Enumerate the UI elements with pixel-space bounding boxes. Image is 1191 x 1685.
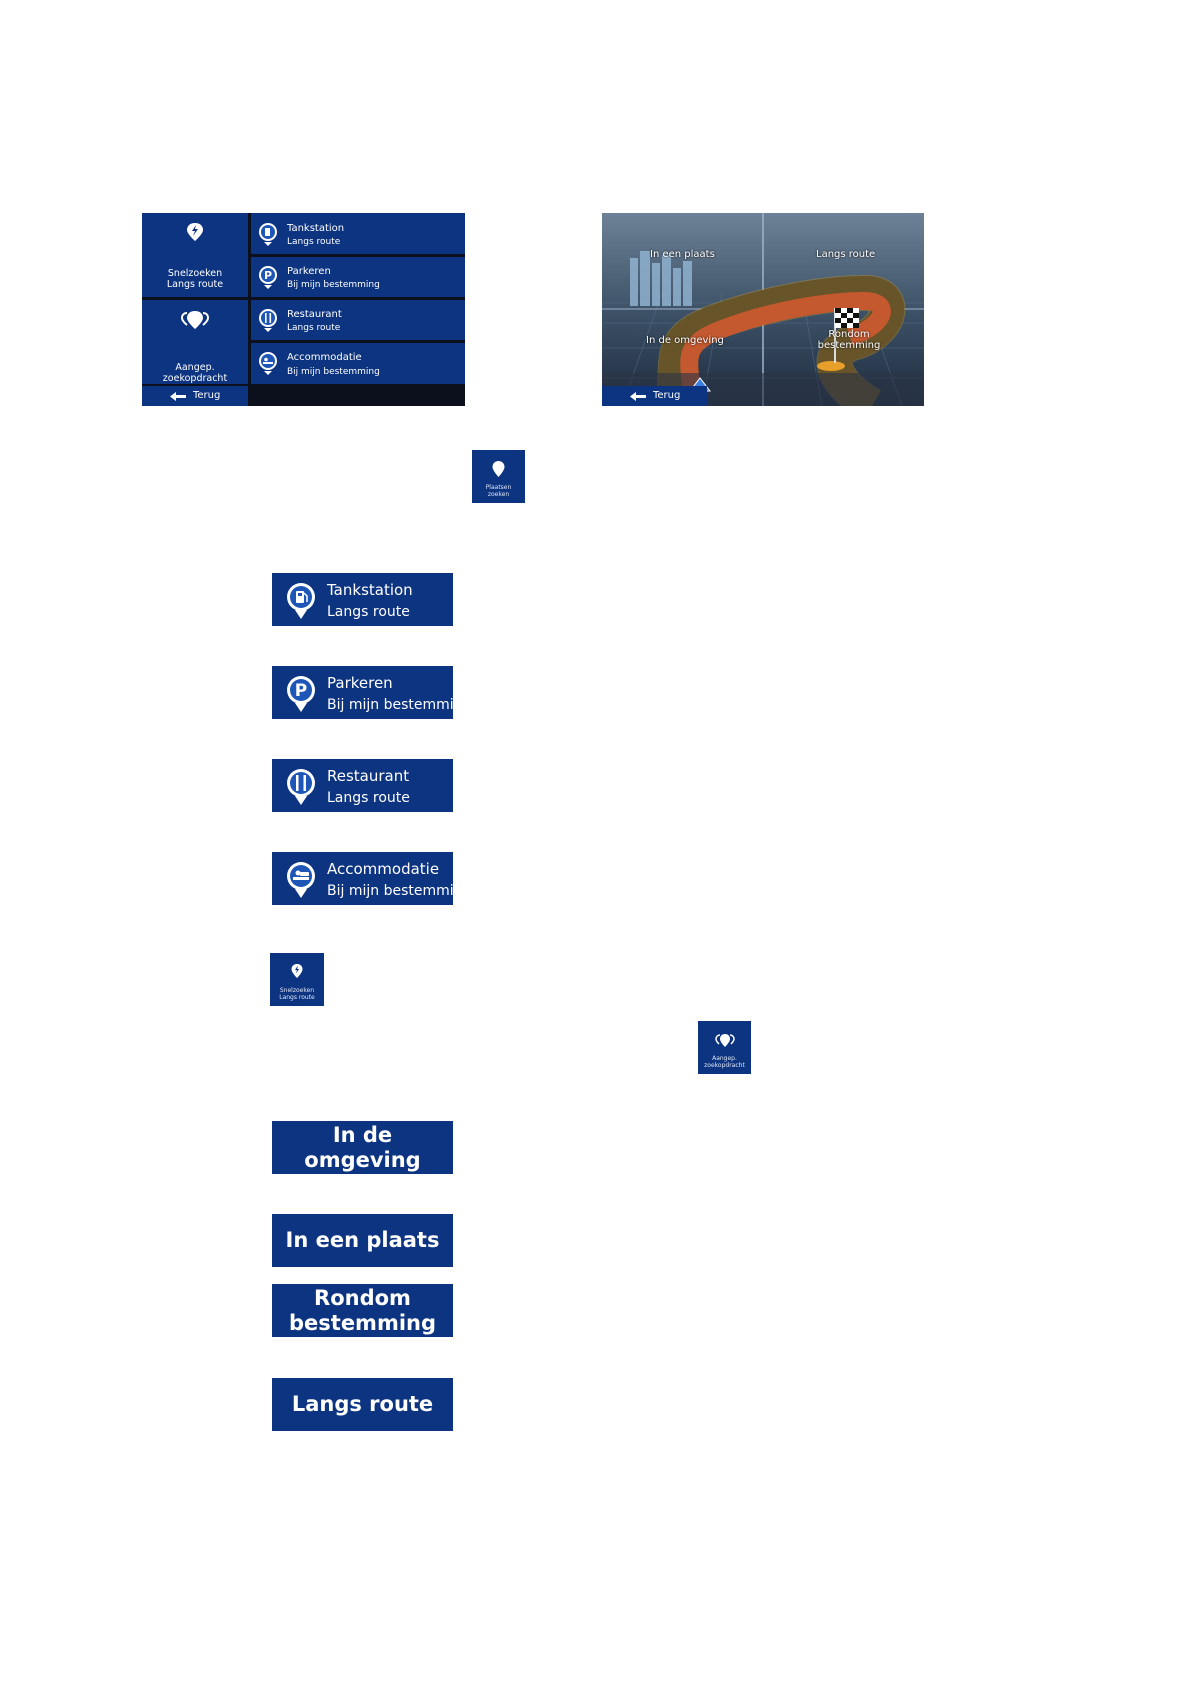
poi-accommodation-button[interactable] bbox=[272, 852, 472, 905]
map-back-button[interactable] bbox=[602, 386, 707, 406]
list-item-subtitle: Langs route bbox=[287, 237, 341, 247]
quick-search-label-2: Langs route bbox=[166, 279, 224, 290]
list-item-title: Tankstation bbox=[287, 223, 345, 234]
parking-pin-icon bbox=[258, 265, 278, 289]
poi-parking-button[interactable] bbox=[272, 666, 472, 719]
list-item-title: Accommodatie bbox=[287, 352, 362, 363]
arrow-left-icon bbox=[630, 392, 646, 401]
lightning-pin-icon bbox=[291, 964, 303, 978]
along-route-button[interactable] bbox=[272, 1378, 453, 1431]
quick-search-label-1: Snelzoeken bbox=[167, 268, 223, 279]
quick-search-button[interactable] bbox=[270, 953, 324, 1006]
quick-search-caption-1: Snelzoeken bbox=[279, 987, 315, 994]
saved-search-pin-icon bbox=[180, 309, 210, 331]
map-back-button-label: Terug bbox=[653, 390, 681, 401]
around-destination-line2: bestemming bbox=[817, 340, 881, 351]
poi-accommodation-subtitle: Bij mijn bestemming bbox=[327, 883, 472, 899]
list-item-subtitle: Bij mijn bestemming bbox=[287, 280, 380, 290]
list-item-accommodation[interactable] bbox=[251, 343, 465, 384]
saved-search-tile[interactable] bbox=[142, 300, 248, 384]
pin-icon bbox=[492, 461, 505, 477]
fuel-pin-icon bbox=[258, 222, 278, 246]
around-destination-label-2: bestemming bbox=[289, 1310, 436, 1335]
find-places-caption-2: zoeken bbox=[487, 491, 510, 498]
list-item-title: Restaurant bbox=[287, 309, 342, 320]
along-route-label: Langs route bbox=[291, 1392, 434, 1416]
in-city-label: In een plaats bbox=[285, 1228, 440, 1252]
along-route-option[interactable]: Langs route bbox=[816, 249, 876, 260]
list-item-title: Parkeren bbox=[287, 266, 331, 277]
poi-fuel-button[interactable] bbox=[272, 573, 453, 626]
list-item-subtitle: Langs route bbox=[287, 323, 341, 333]
around-here-label: In de omgeving bbox=[304, 1122, 421, 1172]
list-item-subtitle: Bij mijn bestemming bbox=[287, 367, 380, 377]
quick-search-caption-2: Langs route bbox=[279, 994, 315, 1001]
poi-fuel-subtitle: Langs route bbox=[327, 604, 410, 620]
poi-accommodation-title: Accommodatie bbox=[327, 860, 440, 878]
saved-search-label: Aangep. zoekopdracht bbox=[162, 362, 228, 384]
poi-parking-subtitle: Bij mijn bestemming bbox=[327, 697, 472, 713]
hotel-pin-icon bbox=[286, 861, 316, 899]
in-city-option[interactable]: In een plaats bbox=[650, 249, 715, 260]
svg-text:P: P bbox=[263, 269, 273, 282]
parking-pin-icon bbox=[286, 675, 316, 713]
fuel-pin-icon bbox=[286, 582, 316, 620]
search-area-screen bbox=[602, 213, 924, 406]
hotel-pin-icon bbox=[258, 351, 278, 375]
arrow-left-icon bbox=[170, 392, 186, 401]
poi-restaurant-subtitle: Langs route bbox=[327, 790, 410, 806]
restaurant-pin-icon bbox=[258, 308, 278, 332]
around-destination-button[interactable] bbox=[272, 1284, 453, 1337]
route-illustration bbox=[602, 213, 924, 406]
around-destination-option[interactable] bbox=[816, 329, 882, 351]
around-here-option[interactable]: In de omgeving bbox=[646, 335, 724, 346]
find-places-caption-1: Plaatsen bbox=[485, 484, 512, 491]
in-city-button[interactable] bbox=[272, 1214, 453, 1267]
find-places-button[interactable] bbox=[472, 450, 525, 503]
back-button-label: Terug bbox=[193, 390, 221, 401]
poi-restaurant-button[interactable] bbox=[272, 759, 453, 812]
saved-search-caption-2: zoekopdracht bbox=[704, 1062, 745, 1069]
around-destination-line1: Rondom bbox=[828, 329, 870, 340]
saved-search-button[interactable] bbox=[698, 1021, 751, 1074]
poi-fuel-title: Tankstation bbox=[327, 581, 413, 599]
saved-search-caption-1: Aangep. bbox=[712, 1055, 737, 1062]
saved-search-pin-icon bbox=[714, 1033, 736, 1048]
svg-text:P: P bbox=[294, 681, 308, 701]
restaurant-pin-icon bbox=[286, 768, 316, 806]
search-menu-screen bbox=[142, 213, 465, 406]
poi-parking-title: Parkeren bbox=[327, 674, 393, 692]
lightning-pin-icon bbox=[186, 222, 204, 242]
quick-search-tile[interactable] bbox=[142, 213, 248, 297]
around-destination-label-1: Rondom bbox=[314, 1285, 411, 1310]
back-button[interactable] bbox=[142, 386, 248, 406]
list-item-parking[interactable] bbox=[251, 257, 465, 297]
poi-restaurant-title: Restaurant bbox=[327, 767, 410, 785]
list-item-restaurant[interactable] bbox=[251, 300, 465, 340]
around-here-button[interactable] bbox=[272, 1121, 453, 1174]
list-item-fuel[interactable] bbox=[251, 213, 465, 254]
